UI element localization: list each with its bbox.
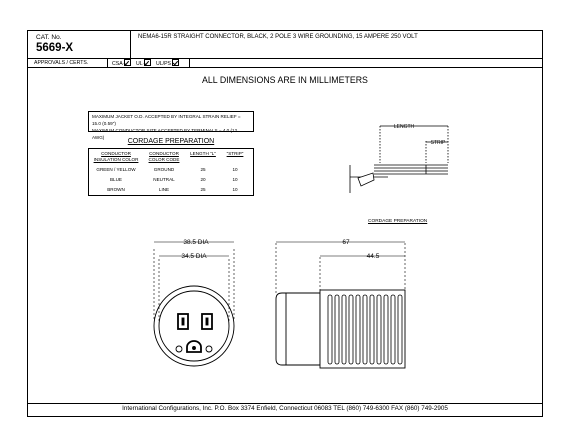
table-cell: 20 [200, 177, 206, 182]
max-jacket-line-1: MAXIMUM JACKET O.D. ACCEPTED BY INTEGRAL STRAIN RELIEF = 15.0 (0.59") [92, 114, 241, 126]
connector-side-view [276, 242, 405, 368]
catalog-number-label: CAT. No. [36, 34, 62, 41]
inner-diameter-label: 34.5 DIA [181, 253, 207, 260]
connector-front-view [154, 242, 234, 366]
approval-ulps-label: UL/PS [156, 61, 171, 67]
table-cell: 25 [200, 187, 206, 192]
table-header-length: LENGTH "L" [190, 151, 216, 156]
table-cell: 25 [200, 167, 206, 172]
product-description: NEMA6-15R STRAIGHT CONNECTOR, BLACK, 2 POLE 3 WIRE GROUNDING, 15 AMPERE 250 VOLT [138, 34, 418, 40]
table-cell: 10 [232, 187, 238, 192]
cordage-sketch [350, 126, 448, 193]
table-header-color-code: CONDUCTOR COLOR CODE [148, 151, 180, 162]
cordage-title: CORDAGE PREPARATION [127, 138, 215, 145]
footer-rule [28, 403, 542, 404]
table-cell: BLUE [109, 177, 122, 182]
approval-ul-label: UL [136, 61, 143, 67]
table-cell: 10 [232, 167, 238, 172]
table-cell: GROUND [153, 167, 175, 172]
dimensions-note: ALL DIMENSIONS ARE IN MILLIMETERS [202, 75, 368, 85]
table-header-insulation: CONDUCTOR INSULATION COLOR [93, 151, 139, 162]
table-cell: LINE [158, 187, 170, 192]
table-header-strip: "STRIP" [226, 151, 244, 156]
outer-diameter-label: 38.5 DIA [183, 239, 209, 246]
approvals-label: APPROVALS / CERTS. [34, 60, 89, 66]
cordage-diagram-label: CORDAGE PREPARATION [368, 219, 428, 224]
table-cell: 10 [232, 177, 238, 182]
company-footer: International Configurations, Inc. P.O. Box 3374 Enfield, Connecticut 06083 TEL (860) 749-6300 FAX (860) 749-2905 [122, 405, 448, 412]
max-jacket-line-2: MAXIMUM CONDUCTOR SIZE ACCEPTED BY TERMINALS = 4.0 (12 AWG) [92, 128, 238, 140]
table-cell: GREEN / YELLOW [96, 167, 136, 172]
body-length-label: 44.5 [366, 253, 380, 260]
catalog-number: 5669-X [36, 42, 74, 54]
approval-csa-label: CSA [112, 61, 123, 67]
strip-label: STRIP [430, 140, 446, 146]
table-cell: NEUTRAL [153, 177, 175, 182]
overall-length-label: 67 [342, 239, 350, 246]
drawing-sheet [27, 30, 543, 417]
table-cell: BROWN [107, 187, 125, 192]
technical-drawing [28, 31, 544, 418]
length-label: LENGTH [393, 124, 415, 130]
